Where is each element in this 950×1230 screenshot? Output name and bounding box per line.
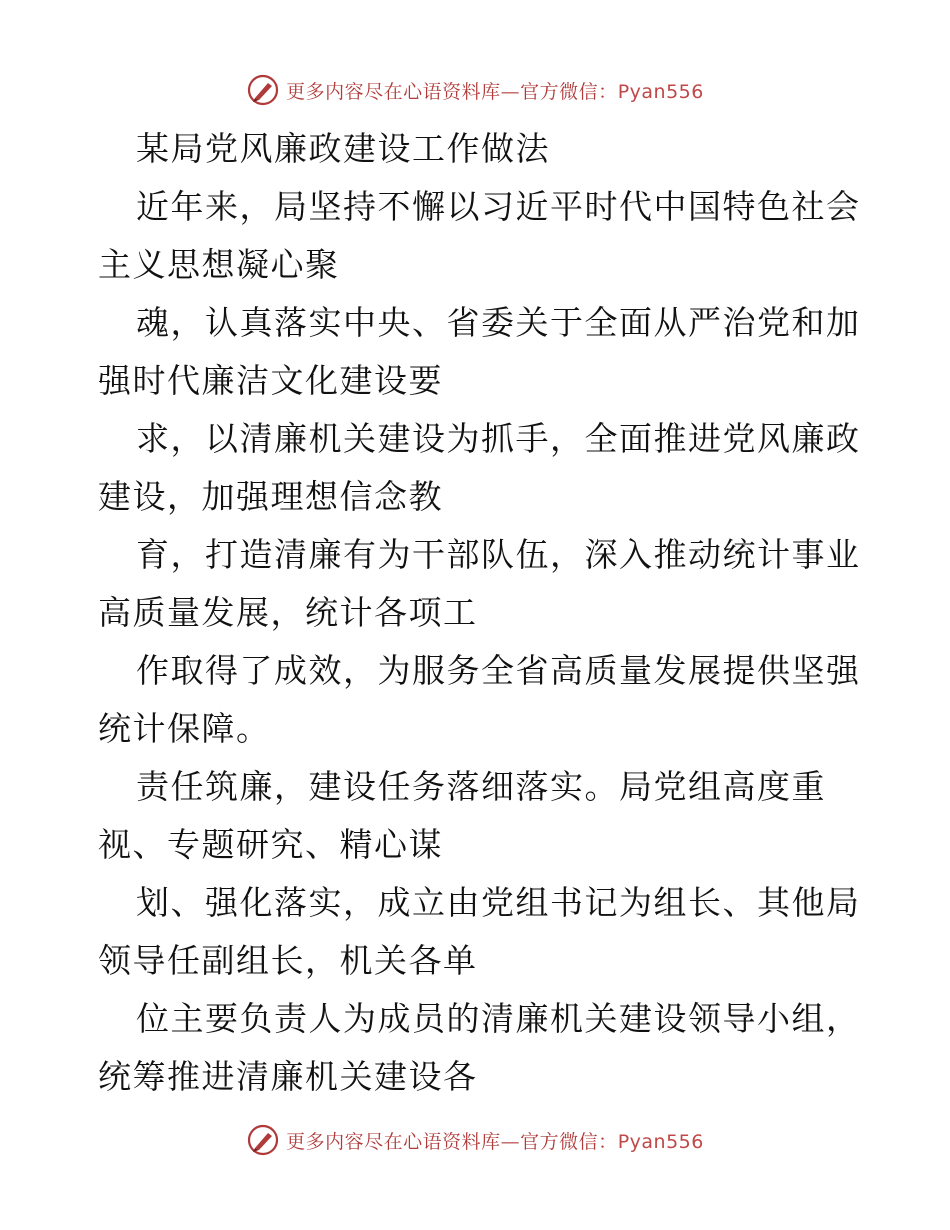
watermark-main-text: 更多内容尽在心语资料库 bbox=[286, 80, 501, 103]
footer-watermark bbox=[0, 1120, 950, 1160]
paragraph-line: 近年来，局坚持不懈以习近平时代中国特色社会 bbox=[136, 187, 861, 226]
paragraph-line: 责任筑廉，建设任务落细落实。局党组高度重 bbox=[136, 767, 826, 806]
document-title: 某局党风廉政建设工作做法 bbox=[136, 129, 550, 168]
document-body bbox=[98, 120, 861, 1106]
pen-circle-logo-icon bbox=[246, 73, 280, 107]
paragraph-line: 划、强化落实，成立由党组书记为组长、其他局 bbox=[136, 883, 861, 922]
paragraph-line: 视、专题研究、精心谋 bbox=[98, 825, 443, 864]
paragraph-line: 育，打造清廉有为干部队伍，深入推动统计事业 bbox=[136, 535, 861, 574]
paragraph-line: 统筹推进清廉机关建设各 bbox=[98, 1057, 478, 1096]
paragraph-line: 高质量发展，统计各项工 bbox=[98, 593, 478, 632]
paragraph-line: 建设，加强理想信念教 bbox=[98, 477, 443, 516]
watermark-separator: — bbox=[500, 80, 521, 103]
paragraph-line: 领导任副组长，机关各单 bbox=[98, 941, 478, 980]
watermark-wechat-label: 官方微信： bbox=[520, 80, 618, 103]
watermark-wechat-id: Pyan556 bbox=[617, 80, 704, 103]
paragraph-line: 强时代廉洁文化建设要 bbox=[98, 361, 443, 400]
paragraph-line: 魂，认真落实中央、省委关于全面从严治党和加 bbox=[136, 303, 861, 342]
paragraph-line: 作取得了成效，为服务全省高质量发展提供坚强 bbox=[136, 651, 861, 690]
paragraph-line: 统计保障。 bbox=[98, 709, 271, 748]
paragraph-line: 主义思想凝心聚 bbox=[98, 245, 340, 284]
watermark-wechat-label: 官方微信： bbox=[520, 1130, 618, 1153]
paragraph-line: 位主要负责人为成员的清廉机关建设领导小组， bbox=[136, 999, 861, 1038]
header-watermark bbox=[0, 70, 950, 110]
watermark-wechat-id: Pyan556 bbox=[617, 1130, 704, 1153]
watermark-separator: — bbox=[500, 1130, 521, 1153]
paragraph-line: 求，以清廉机关建设为抓手，全面推进党风廉政 bbox=[136, 419, 861, 458]
watermark-main-text: 更多内容尽在心语资料库 bbox=[286, 1130, 501, 1153]
pen-circle-logo-icon bbox=[246, 1123, 280, 1157]
